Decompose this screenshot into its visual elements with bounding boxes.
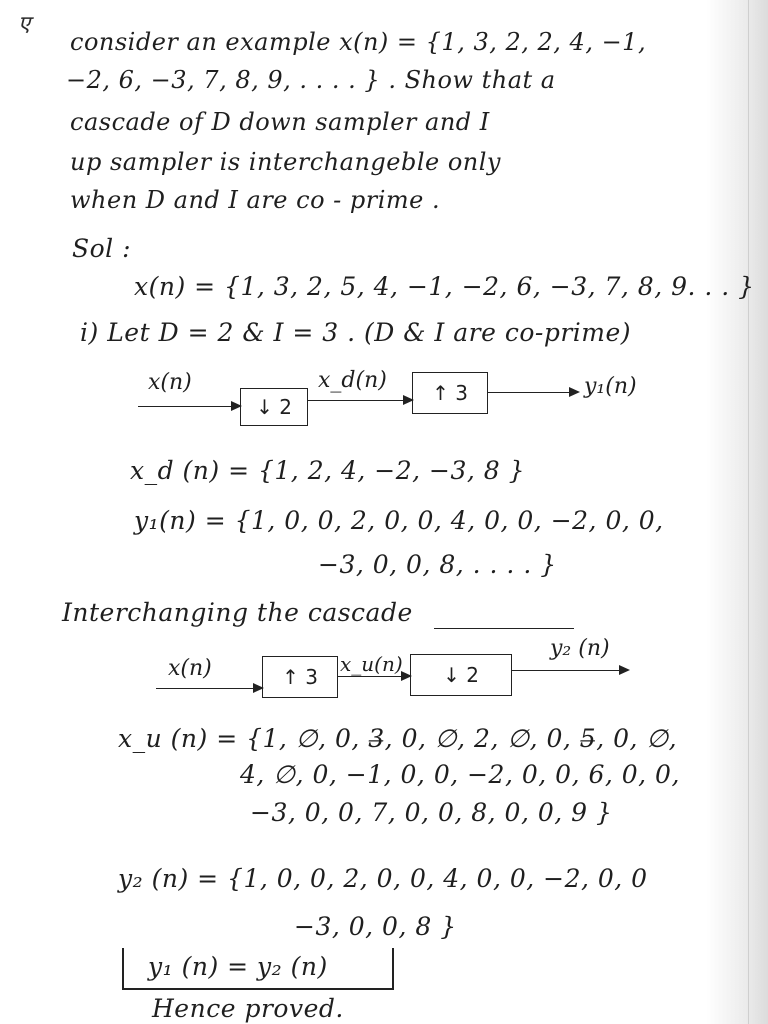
problem-line-1: consider an example x(n) = {1, 3, 2, 2, 4, −1, (70, 28, 647, 56)
diagram1-arrow-in (138, 406, 240, 407)
problem-line-3: cascade of D down sampler and I (70, 108, 490, 136)
sequence-y2-line-1: y₂ (n) = {1, 0, 0, 2, 0, 0, 4, 0, 0, −2, 0, 0 (118, 864, 648, 893)
diagram1-arrow-mid (308, 400, 412, 401)
diagram2-output-label: y₂ (n) (550, 636, 610, 661)
diagram2-arrow-in (156, 688, 262, 689)
upsampler-block: ↑ 3 (412, 372, 488, 414)
interchange-heading: Interchanging the cascade (62, 598, 413, 627)
diagram1-input-label: x(n) (148, 370, 192, 395)
sequence-xn: x(n) = {1, 3, 2, 5, 4, −1, −2, 6, −3, 7, 8, 9. . . } (134, 272, 755, 301)
diagram2-arrow-out (512, 670, 628, 671)
diagram2-arrow-mid (338, 676, 410, 677)
diagram1-mid-label: x_d(n) (318, 368, 387, 393)
step-i: i) Let D = 2 & I = 3 . (D & I are co-prime) (80, 318, 632, 347)
conclusion: Hence proved. (152, 994, 344, 1023)
sequence-y2-line-2: −3, 0, 0, 8 } (294, 912, 457, 941)
sequence-xu-line-1: x_u (n) = {1, ∅, 0, 3̶, 0, ∅, 2, ∅, 0, 5̶, 0, ∅, (118, 724, 678, 753)
problem-line-5: when D and I are co - prime . (70, 186, 441, 214)
sequence-y1-line-1: y₁(n) = {1, 0, 0, 2, 0, 0, 4, 0, 0, −2, 0, 0, (134, 506, 664, 535)
diagram1-output-label: y₁(n) (584, 374, 637, 399)
page-edge (748, 0, 749, 1024)
problem-line-4: up sampler is interchangeble only (70, 148, 501, 176)
result-equation: y₁ (n) = y₂ (n) (148, 952, 328, 981)
sequence-xu-line-3: −3, 0, 0, 7, 0, 0, 8, 0, 0, 9 } (250, 798, 613, 827)
sequence-xd: x_d (n) = {1, 2, 4, −2, −3, 8 } (130, 456, 526, 485)
downsampler-block-2: ↓ 2 (410, 654, 512, 696)
problem-line-2: −2, 6, −3, 7, 8, 9, . . . . } . Show that a (66, 66, 556, 94)
sequence-xu-line-2: 4, ∅, 0, −1, 0, 0, −2, 0, 0, 6, 0, 0, (240, 760, 680, 789)
diagram1-arrow-out (488, 392, 578, 393)
diagram2-mid-label: x_u(n) (340, 652, 403, 676)
corner-mark: ए (18, 12, 31, 37)
solution-heading: Sol : (72, 234, 132, 263)
heading-underline (434, 628, 574, 629)
diagram2-input-label: x(n) (168, 656, 212, 681)
downsampler-block: ↓ 2 (240, 388, 308, 426)
upsampler-block-2: ↑ 3 (262, 656, 338, 698)
sequence-y1-line-2: −3, 0, 0, 8, . . . . } (318, 550, 557, 579)
